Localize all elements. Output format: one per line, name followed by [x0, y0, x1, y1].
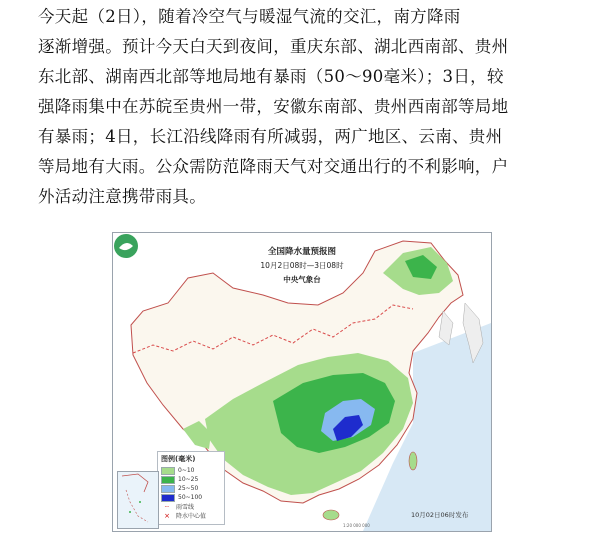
legend-row — [161, 484, 221, 493]
paragraph-line: 东北部、湖南西北部等地局地有暴雨（50～90毫米）；3日，较 — [38, 67, 504, 86]
legend-row — [161, 475, 221, 484]
south-china-sea-inset — [117, 471, 159, 529]
legend-label: 降水中心值 — [176, 513, 207, 520]
legend-swatch — [161, 494, 175, 502]
paragraph-line: 逐渐增强。预计今天白天到夜间，重庆东部、湖北西南部、贵州 — [38, 37, 509, 56]
map-period: 10月2日08时—3日08时 — [260, 261, 344, 270]
legend-row — [161, 511, 221, 520]
map-issuer: 中央气象台 — [283, 275, 321, 284]
map-legend — [157, 451, 225, 525]
paragraph-line: 外活动注意携带雨具。 — [38, 187, 206, 206]
legend-label: 10~25 — [178, 476, 199, 483]
paragraph-line: 等局地有大雨。公众需防范降雨天气对交通出行的不利影响，户 — [38, 157, 509, 176]
legend-swatch — [161, 476, 175, 484]
legend-swatch — [161, 467, 175, 475]
paragraph-line: 强降雨集中在苏皖至贵州一带，安徽东南部、贵州西南部等局地 — [38, 97, 509, 116]
hainan-island — [323, 510, 339, 520]
precip-center-icon: × — [164, 511, 170, 520]
rain-snow-line-icon: ┄ — [164, 502, 170, 511]
legend-label: 25~50 — [178, 485, 199, 492]
map-title: 全国降水量预报图 — [267, 247, 336, 257]
taiwan-island — [409, 452, 417, 470]
legend-label: 雨雪线 — [176, 504, 195, 511]
inset-map — [118, 472, 158, 528]
paragraph-line: 有暴雨；4日，长江沿线降雨有所减弱，两广地区、云南、贵州 — [38, 127, 503, 146]
paragraph-line: 今天起（2日），随着冷空气与暖湿气流的交汇，南方降雨 — [38, 7, 461, 26]
legend-label: 0~10 — [178, 467, 195, 474]
legend-row — [161, 493, 221, 502]
legend-row — [161, 502, 221, 511]
legend-row — [161, 466, 221, 475]
precipitation-forecast-map — [112, 232, 492, 532]
legend-label: 50~100 — [178, 494, 203, 501]
map-scale: 1:20 000 000 — [343, 523, 370, 528]
issued-time: 10月02日06时发布 — [411, 511, 469, 519]
legend-title: 图例(毫米) — [161, 455, 196, 463]
legend-swatch — [161, 485, 175, 493]
forecast-paragraph — [38, 2, 586, 212]
